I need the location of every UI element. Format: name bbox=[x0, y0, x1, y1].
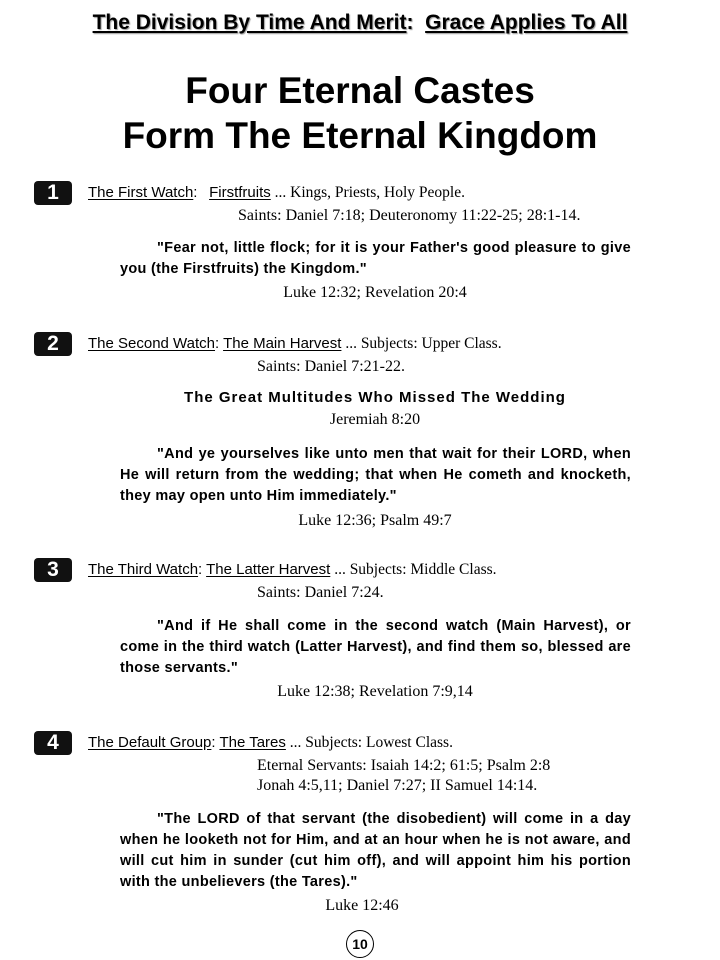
group-label: The Tares bbox=[219, 734, 286, 751]
title-line-2: Form The Eternal Kingdom bbox=[122, 115, 598, 156]
page-title bbox=[0, 68, 720, 158]
scripture-quote: "Fear not, little flock; for it is your Father's good pleasure to give you (the Firstfruits) the Kingdom." bbox=[120, 240, 631, 277]
group-description: ... Subjects: Lowest Class. bbox=[289, 734, 453, 751]
section-heading: The Default Group: The Tares ... Subjects: Lowest Class. bbox=[88, 734, 453, 751]
subheading: The Great Multitudes Who Missed The Wedding bbox=[184, 389, 566, 406]
quote-reference: Luke 12:32; Revelation 20:4 bbox=[283, 284, 467, 301]
section-heading: The Third Watch: The Latter Harvest ... Subjects: Middle Class. bbox=[88, 561, 497, 578]
scripture-quote: "And ye yourselves like unto men that wait for their LORD, when He will return from the wedding; that when He cometh and knocketh, they may open unto Him immediately." bbox=[120, 446, 631, 504]
saints-reference: Saints: Daniel 7:18; Deuteronomy 11:22-25; 28:1-14. bbox=[238, 207, 581, 224]
group-label: The Main Harvest bbox=[223, 335, 342, 352]
watch-label: The First Watch bbox=[88, 184, 194, 201]
group-description: ... Kings, Priests, Holy People. bbox=[274, 184, 465, 201]
subheading-reference: Jeremiah 8:20 bbox=[329, 411, 421, 428]
saints-reference: Jonah 4:5,11; Daniel 7:27; II Samuel 14:14. bbox=[257, 777, 538, 794]
quote-reference: Luke 12:46 bbox=[325, 897, 399, 914]
section-number-badge: 2 bbox=[34, 332, 72, 356]
section-number-badge: 3 bbox=[34, 558, 72, 582]
group-label: Firstfruits bbox=[209, 184, 271, 201]
section-heading: The First Watch: Firstfruits ... Kings, Priests, Holy People. bbox=[88, 184, 465, 201]
saints-reference: Saints: Daniel 7:24. bbox=[257, 584, 384, 601]
section-number-badge: 1 bbox=[34, 181, 72, 205]
watch-label: The Second Watch bbox=[88, 335, 216, 352]
group-description: ... Subjects: Upper Class. bbox=[345, 335, 502, 352]
quote-reference: Luke 12:38; Revelation 7:9,14 bbox=[277, 683, 473, 700]
header-separator: : bbox=[406, 11, 414, 34]
section-heading: The Second Watch: The Main Harvest ... Subjects: Upper Class. bbox=[88, 335, 502, 352]
scripture-quote: "The LORD of that servant (the disobedient) will come in a day when he looketh not for Him, and at an hour when he is not aware, and will cut him in sunder (cut him off), and will appoint him his portion with the unbelievers (the Tares)." bbox=[120, 811, 631, 890]
header-left: The Division By Time And Merit bbox=[92, 11, 407, 34]
title-line-1: Four Eternal Castes bbox=[185, 70, 535, 111]
saints-reference: Eternal Servants: Isaiah 14:2; 61:5; Psalm 2:8 bbox=[257, 757, 551, 774]
scripture-quote: "And if He shall come in the second watch (Main Harvest), or come in the third watch (Latter Harvest), and find them so, blessed are those servants." bbox=[120, 618, 631, 676]
page-number: 10 bbox=[346, 930, 374, 958]
saints-reference: Saints: Daniel 7:21-22. bbox=[257, 358, 405, 375]
quote-reference: Luke 12:36; Psalm 49:7 bbox=[298, 512, 452, 529]
watch-label: The Third Watch bbox=[88, 561, 199, 578]
header-right: Grace Applies To All bbox=[425, 11, 628, 34]
section-number-badge: 4 bbox=[34, 731, 72, 755]
group-label: The Latter Harvest bbox=[206, 561, 331, 578]
watch-label: The Default Group bbox=[88, 734, 212, 751]
group-description: ... Subjects: Middle Class. bbox=[334, 561, 497, 578]
page-header bbox=[0, 11, 720, 35]
